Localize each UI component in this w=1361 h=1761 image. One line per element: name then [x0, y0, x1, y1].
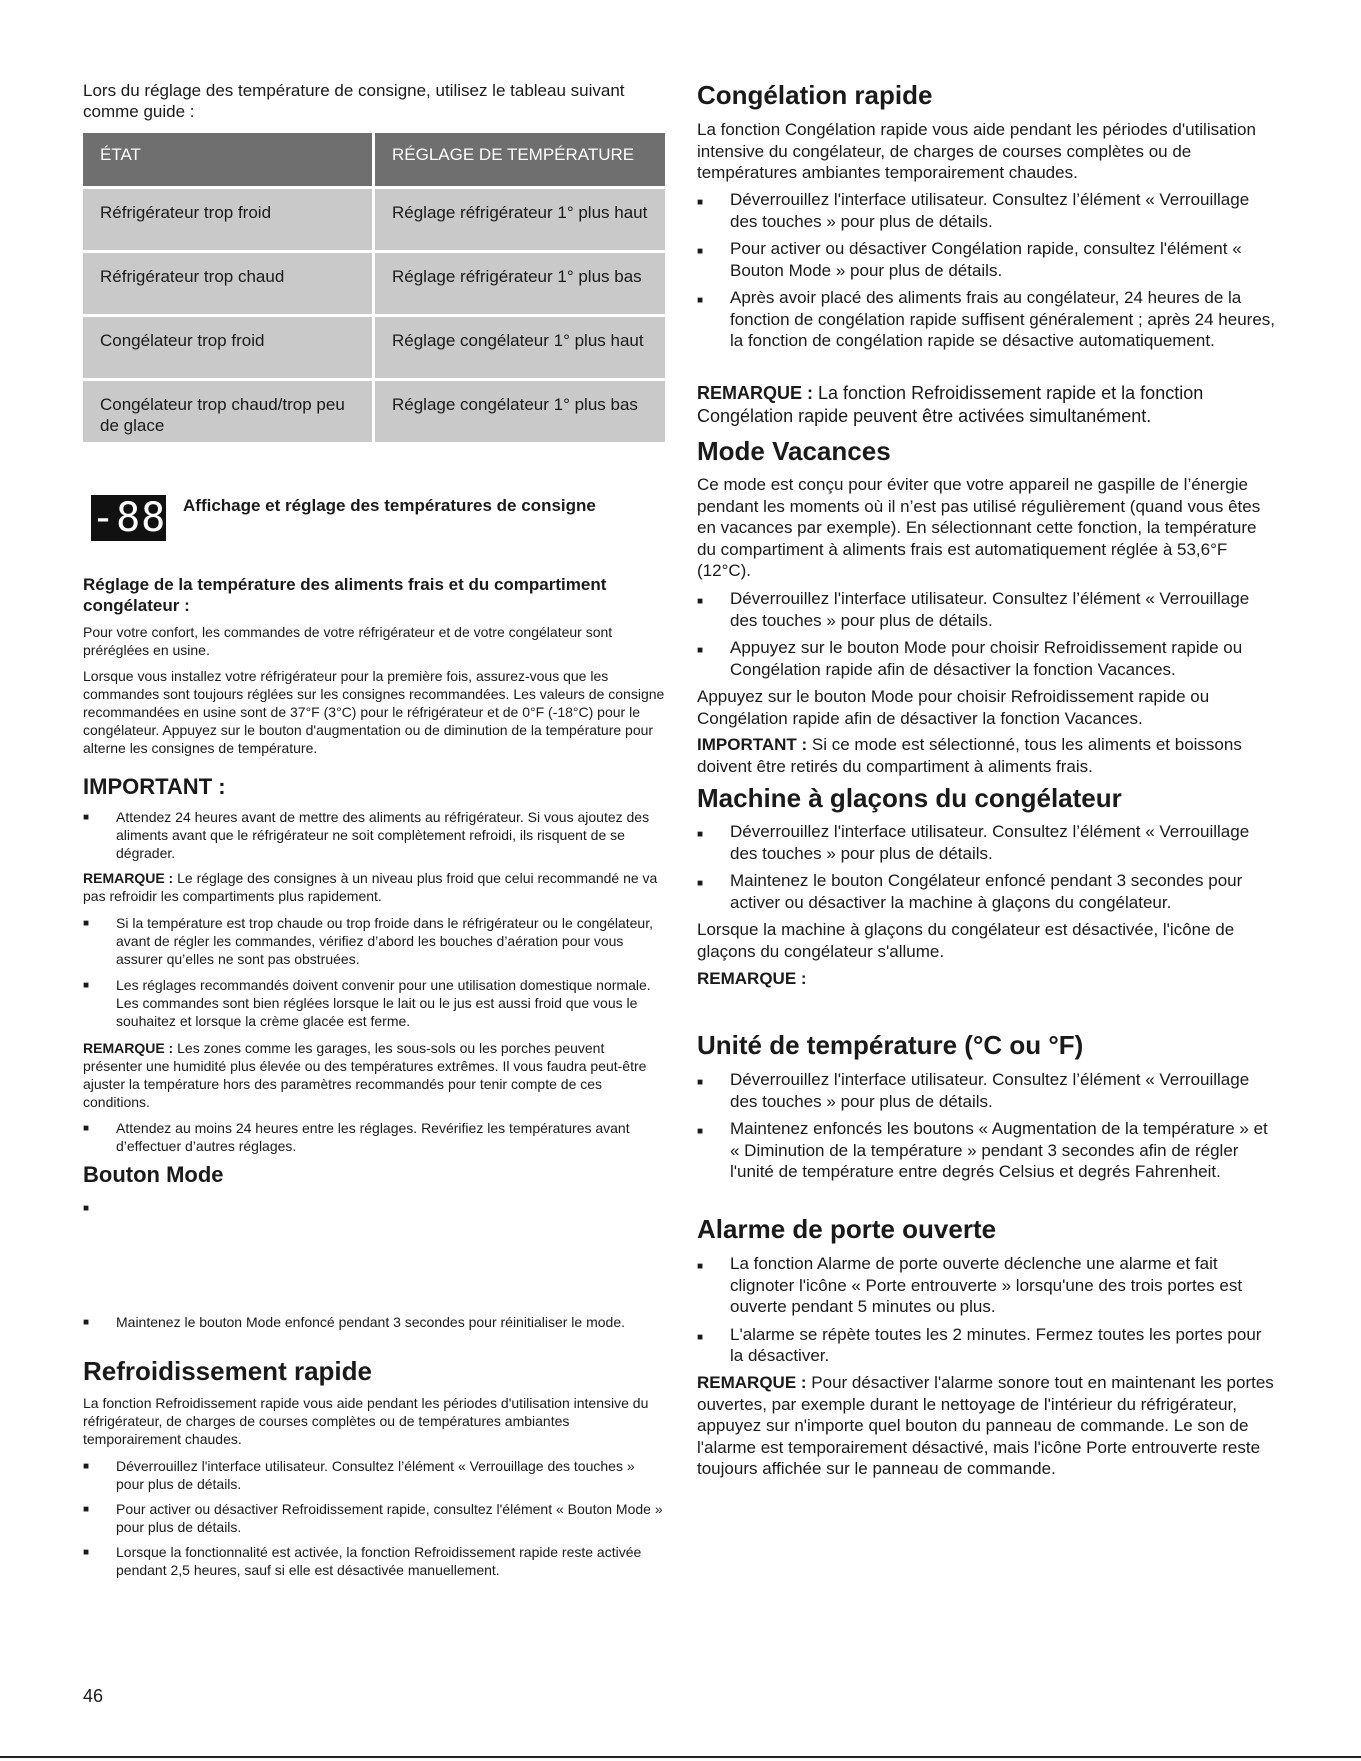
- remark-label: REMARQUE :: [697, 1373, 807, 1392]
- ice-maker-paragraph: Lorsque la machine à glaçons du congélateur est désactivée, l'icône de glaçons du congélateur s'allume.: [697, 920, 1235, 961]
- list-item: ■ L'alarme se répète toutes les 2 minutes. Fermez toutes les portes pour la désactiver.: [697, 1324, 1279, 1367]
- quick-cool-list: [83, 1457, 665, 1585]
- list-item: ■ La fonction Alarme de porte ouverte déclenche une alarme et fait clignoter l'icône « Porte entrouverte » lorsqu'une des trois portes est ouverte pendant 5 minutes ou plus.: [697, 1253, 1279, 1318]
- table-cell-state: Réfrigérateur trop froid: [83, 186, 375, 250]
- quick-freeze-list: [697, 189, 1279, 358]
- door-alarm-list: [697, 1253, 1279, 1373]
- table-row: [83, 250, 665, 314]
- list-item: ■ Si la température est trop chaude ou trop froide dans le réfrigérateur ou le congélateur, avant de régler les commandes, vérifiez d’abord les bouches d’aération pour vous assurer qu’elles ne sont pas obstruées.: [83, 914, 665, 968]
- temperature-display-icon: -88: [91, 495, 167, 541]
- vacation-paragraph: Ce mode est conçu pour éviter que votre appareil ne gaspille de l’énergie pendant les moments où il n’est pas utilisé régulièrement (quand vous êtes en vacances par exemple). En sélectionnant cette fonction, la température du compartiment à aliments frais est automatiquement réglée à 53,6°F (12°C).: [697, 475, 1261, 580]
- quick-freeze-remark: [697, 382, 1279, 428]
- table-cell-setting: Réglage réfrigérateur 1° plus bas: [375, 250, 665, 314]
- remark-1: [83, 869, 665, 905]
- important-list-b: [83, 914, 665, 1036]
- mode-list: [83, 1313, 665, 1337]
- remark-text: Le réglage des consignes à un niveau plus froid que celui recommandé ne va pas refroidir les compartiments plus rapidement.: [83, 870, 658, 904]
- table-row: [83, 186, 665, 250]
- vacation-important: [697, 734, 1279, 777]
- fresh-section-title: Réglage de la température des aliments frais et du compartiment congélateur :: [83, 575, 607, 615]
- list-item: ■ Maintenez le bouton Congélateur enfoncé pendant 3 secondes pour activer ou désactiver la machine à glaçons du congélateur.: [697, 870, 1279, 913]
- intro-text: Lors du réglage des température de consigne, utilisez le tableau suivant comme guide :: [83, 81, 625, 121]
- table-cell-setting: Réglage réfrigérateur 1° plus haut: [375, 186, 665, 250]
- remark-2: [83, 1039, 665, 1111]
- list-item: ■ Déverrouillez l'interface utilisateur. Consultez l’élément « Verrouillage des touches » pour plus de détails.: [83, 1457, 665, 1493]
- ice-maker-remark-label: REMARQUE :: [697, 969, 807, 988]
- list-item: ■ Déverrouillez l'interface utilisateur. Consultez l’élément « Verrouillage des touches » pour plus de détails.: [697, 1069, 1279, 1112]
- temp-unit-title: Unité de température (°C ou °F): [697, 1030, 1084, 1060]
- table-header-state: ÉTAT: [83, 133, 375, 186]
- table-cell-setting: Réglage congélateur 1° plus bas: [375, 378, 665, 442]
- setting-table: [83, 133, 665, 442]
- ice-maker-list: [697, 821, 1279, 919]
- quick-cool-paragraph: La fonction Refroidissement rapide vous aide pendant les périodes d'utilisation intensive du réfrigérateur, de charges de courses complètes ou de températures ambiantes temporairement chaudes.: [83, 1395, 649, 1447]
- list-item: ■ Pour activer ou désactiver Congélation rapide, consultez l'élément « Bouton Mode » pour plus de détails.: [697, 238, 1279, 281]
- list-item: ■ Pour activer ou désactiver Refroidissement rapide, consultez l'élément « Bouton Mode » pour plus de détails.: [83, 1500, 665, 1536]
- ice-maker-title: Machine à glaçons du congélateur: [697, 783, 1122, 813]
- table-cell-setting: Réglage congélateur 1° plus haut: [375, 314, 665, 378]
- quick-freeze-title: Congélation rapide: [697, 80, 933, 110]
- remark-text: La fonction Refroidissement rapide et la fonction Congélation rapide peuvent être activées simultanément.: [697, 383, 1204, 426]
- remark-label: REMARQUE :: [697, 383, 813, 403]
- remark-label: REMARQUE :: [83, 870, 174, 886]
- list-item: ■ Attendez au moins 24 heures entre les réglages. Revérifiez les températures avant d’effectuer d’autres réglages.: [83, 1119, 665, 1155]
- table-header-row: [83, 133, 665, 186]
- quick-cool-title: Refroidissement rapide: [83, 1356, 372, 1386]
- list-item: ■ Déverrouillez l'interface utilisateur. Consultez l’élément « Verrouillage des touches » pour plus de détails.: [697, 821, 1279, 864]
- table-row: [83, 378, 665, 442]
- vacation-paragraph-2: Appuyez sur le bouton Mode pour choisir Refroidissement rapide ou Congélation rapide afin de désactiver la fonction Vacances.: [697, 687, 1210, 728]
- important-list-a: [83, 808, 665, 868]
- quick-freeze-paragraph: La fonction Congélation rapide vous aide pendant les périodes d'utilisation intensive du congélateur, de charges de courses complètes ou de températures ambiantes temporairement chaudes.: [697, 120, 1256, 182]
- list-item: ■ Maintenez enfoncés les boutons « Augmentation de la température » et « Diminution de la température » pendant 3 secondes afin de régler l'unité de température entre degrés Celsius et degrés Fahrenheit.: [697, 1118, 1279, 1183]
- temp-unit-list: [697, 1069, 1279, 1189]
- vacation-list: [697, 588, 1279, 686]
- page-number: 46: [83, 1686, 104, 1706]
- list-item: ■ Appuyez sur le bouton Mode pour choisir Refroidissement rapide ou Congélation rapide afin de désactiver la fonction Vacances.: [697, 637, 1279, 680]
- bottom-rule: [0, 1756, 1361, 1758]
- important-label: IMPORTANT :: [697, 735, 808, 754]
- list-item: ■ Les réglages recommandés doivent convenir pour une utilisation domestique normale. Les commandes sont bien réglées lorsque le lait ou le jus est aussi froid que vous le souhaitez et lorsque la crème glacée est ferme.: [83, 976, 665, 1030]
- table-cell-state: Réfrigérateur trop chaud: [83, 250, 375, 314]
- important-text: Si ce mode est sélectionné, tous les aliments et boissons doivent être retirés du compartiment à aliments frais.: [697, 735, 1242, 776]
- important-list-c: [83, 1119, 665, 1161]
- mode-button-title: Bouton Mode: [83, 1162, 224, 1187]
- fresh-paragraph-2: Lorsque vous installez votre réfrigérateur pour la première fois, assurez-vous que les commandes sont toujours réglées sur les consignes recommandées. Les valeurs de consigne recommandées en usine sont de 37°F (3°C) pour le réfrigérateur et de 0°F (-18°C) pour le congélateur. Appuyez sur le bouton d'augmentation ou de diminution de la température pour alterne les consignes de température.: [83, 668, 665, 756]
- table-cell-state: Congélateur trop chaud/trop peu de glace: [83, 378, 375, 442]
- table-header-setting: RÉGLAGE DE TEMPÉRATURE: [375, 133, 665, 186]
- important-title: IMPORTANT :: [83, 774, 226, 799]
- vacation-mode-title: Mode Vacances: [697, 436, 891, 466]
- remark-text: Les zones comme les garages, les sous-sols ou les porches peuvent présenter une humidité plus élevée ou des températures extrêmes. Il vous faudra peut-être ajuster la température hors des paramètres recommandés pour tenir compte de ces conditions.: [83, 1040, 647, 1110]
- table-cell-state: Congélateur trop froid: [83, 314, 375, 378]
- list-item: ■ Après avoir placé des aliments frais au congélateur, 24 heures de la fonction de congélation rapide suffisent généralement ; après 24 heures, la fonction de congélation rapide se désactive automatiquement.: [697, 287, 1279, 352]
- table-row: [83, 314, 665, 378]
- remark-text: Pour désactiver l'alarme sonore tout en maintenant les portes ouvertes, par exemple durant le nettoyage de l'intérieur du réfrigérateur, appuyez sur n'importe quel bouton du panneau de commande. Le son de l'alarme est temporairement désactivé, mais l'icône Porte entrouverte reste toujours affichée sur le panneau de commande.: [697, 1373, 1274, 1478]
- list-item: ■ Lorsque la fonctionnalité est activée, la fonction Refroidissement rapide reste activée pendant 2,5 heures, sauf si elle est désactivée manuellement.: [83, 1543, 665, 1579]
- list-item: ■ Maintenez le bouton Mode enfoncé pendant 3 secondes pour réinitialiser le mode.: [83, 1313, 665, 1331]
- list-item: ■ Déverrouillez l'interface utilisateur. Consultez l’élément « Verrouillage des touches » pour plus de détails.: [697, 189, 1279, 232]
- fresh-paragraph-1: Pour votre confort, les commandes de votre réfrigérateur et de votre congélateur sont préréglées en usine.: [83, 624, 613, 658]
- display-section-title: Affichage et réglage des températures de consigne: [183, 496, 596, 515]
- list-item: ■ Attendez 24 heures avant de mettre des aliments au réfrigérateur. Si vous ajoutez des aliments avant que le réfrigérateur ne soit complètement refroidi, ils risquent de se dégrader.: [83, 808, 665, 862]
- door-alarm-title: Alarme de porte ouverte: [697, 1214, 997, 1244]
- door-alarm-remark: [697, 1372, 1279, 1480]
- list-item: ■ Déverrouillez l'interface utilisateur. Consultez l’élément « Verrouillage des touches » pour plus de détails.: [697, 588, 1279, 631]
- remark-label: REMARQUE :: [83, 1040, 174, 1056]
- empty-bullet: ■: [83, 1203, 90, 1214]
